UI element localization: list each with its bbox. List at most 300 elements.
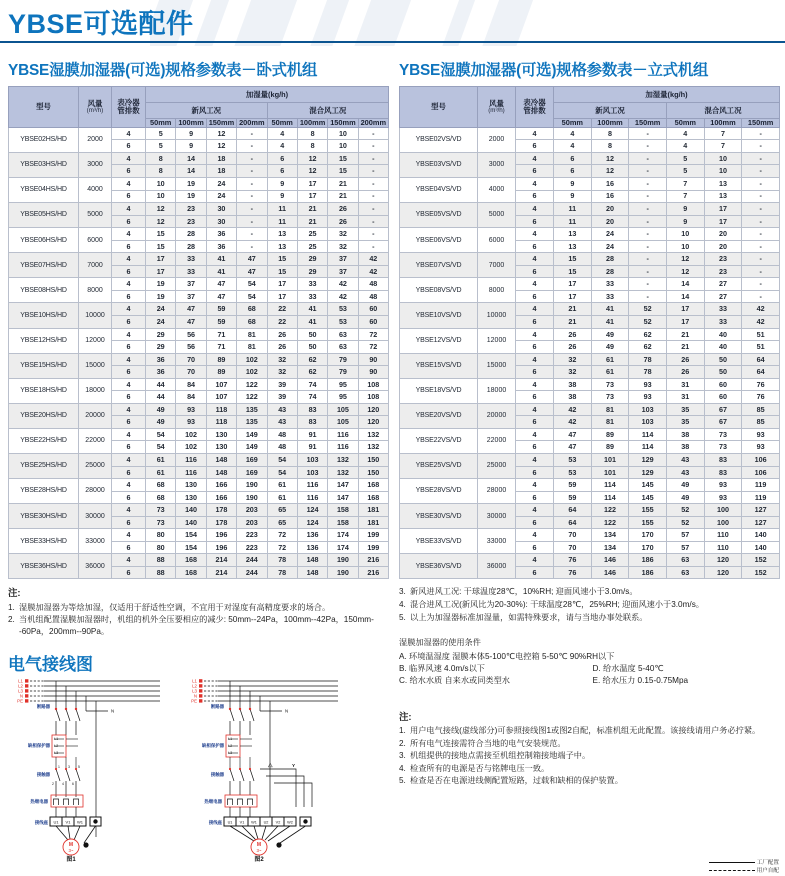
cell-fresh-air: 41 [206, 265, 236, 278]
table-row [9, 403, 389, 416]
cell-mixed-air: 51 [742, 328, 780, 341]
cell-mixed-air: 9 [267, 190, 297, 203]
cell-model: YBSE06VS/VD [400, 228, 478, 253]
cell-mixed-air: 15 [267, 265, 297, 278]
cell-coil-rows: 4 [516, 303, 554, 316]
cell-mixed-air: 8 [297, 127, 327, 140]
cell-fresh-air: 103 [629, 403, 667, 416]
cell-fresh-air: 16 [591, 177, 629, 190]
supply-label-l3: L3 [18, 688, 23, 694]
cell-mixed-air: 120 [704, 554, 742, 567]
note-text: 所有电气连接需符合当地的电气安装规范。 [410, 738, 566, 748]
cell-airflow: 28000 [79, 479, 112, 504]
cell-mixed-air: 105 [328, 416, 358, 429]
cell-mixed-air: 140 [742, 529, 780, 542]
dashed-line-icon [709, 870, 755, 871]
cell-mixed-air: - [358, 215, 388, 228]
cell-airflow: 30000 [79, 504, 112, 529]
table-row [400, 428, 780, 441]
diagram-legend [709, 858, 779, 874]
cell-mixed-air: 35 [666, 416, 704, 429]
cell-mixed-air: 10 [666, 240, 704, 253]
cell-mixed-air: - [358, 228, 388, 241]
cell-mixed-air: 43 [666, 466, 704, 479]
cell-fresh-air: 56 [176, 328, 206, 341]
cell-fresh-air: - [629, 253, 667, 266]
cell-fresh-air: 107 [206, 391, 236, 404]
cell-mixed-air: 93 [742, 428, 780, 441]
cell-mixed-air: 150 [358, 453, 388, 466]
cell-coil-rows: 6 [516, 416, 554, 429]
cell-fresh-air: 52 [629, 303, 667, 316]
cell-mixed-air: 39 [267, 378, 297, 391]
cell-fresh-air: 170 [629, 529, 667, 542]
cell-mixed-air: 21 [297, 215, 327, 228]
cell-mixed-air: 20 [704, 240, 742, 253]
cell-fresh-air: 32 [554, 353, 592, 366]
content-columns [0, 46, 785, 872]
cell-mixed-air: 105 [328, 403, 358, 416]
cell-mixed-air: 22 [267, 315, 297, 328]
cell-fresh-air: 102 [176, 428, 206, 441]
cell-fresh-air: 107 [206, 378, 236, 391]
cell-mixed-air: 76 [742, 378, 780, 391]
cell-mixed-air: 17 [297, 190, 327, 203]
usage-item: B. 临界风速 4.0m/s以下 [399, 663, 485, 673]
contactor-b6: 6 [72, 781, 74, 786]
cell-fresh-air: - [237, 203, 267, 216]
cell-fresh-air: 130 [206, 441, 236, 454]
svg-text:M: M [68, 841, 74, 848]
cell-airflow: 33000 [79, 529, 112, 554]
svg-text:热继电器: 热继电器 [204, 798, 222, 804]
cell-coil-rows: 6 [112, 566, 146, 579]
cell-fresh-air: 14 [176, 152, 206, 165]
protector-l1: L1 [54, 736, 59, 741]
cell-mixed-air: 50 [704, 353, 742, 366]
cell-fresh-air: 17 [554, 290, 592, 303]
cell-mixed-air: 26 [267, 328, 297, 341]
cell-fresh-air: 56 [176, 341, 206, 354]
cell-fresh-air: 6 [554, 165, 592, 178]
cell-mixed-air: 31 [666, 378, 704, 391]
cell-fresh-air: 28 [591, 265, 629, 278]
cell-fresh-air: 84 [176, 378, 206, 391]
cell-fresh-air: 73 [146, 516, 176, 529]
svg-text:3~: 3~ [68, 847, 74, 853]
cell-model: YBSE12HS/HD [9, 328, 79, 353]
cell-fresh-air: 61 [591, 366, 629, 379]
cell-fresh-air: 62 [629, 341, 667, 354]
cell-mixed-air: 29 [297, 265, 327, 278]
cell-mixed-air: 61 [267, 491, 297, 504]
cell-mixed-air: 48 [267, 441, 297, 454]
left-notes [8, 586, 389, 637]
cell-fresh-air: 169 [237, 453, 267, 466]
cell-fresh-air: 130 [206, 428, 236, 441]
cell-fresh-air: 12 [206, 127, 236, 140]
cell-fresh-air: 15 [146, 240, 176, 253]
cell-mixed-air: 124 [297, 504, 327, 517]
cell-coil-rows: 6 [112, 290, 146, 303]
cell-fresh-air: 186 [629, 566, 667, 579]
cell-coil-rows: 4 [112, 403, 146, 416]
cell-fresh-air: 178 [206, 504, 236, 517]
cell-coil-rows: 4 [112, 353, 146, 366]
cell-mixed-air: 127 [742, 516, 780, 529]
cell-mixed-air: 63 [666, 566, 704, 579]
supply-label-l2: L2 [18, 683, 23, 689]
cell-mixed-air: 61 [267, 479, 297, 492]
figure-1-caption: 图1 [66, 856, 76, 863]
cell-mixed-air: - [742, 240, 780, 253]
cell-model: YBSE30VS/VD [400, 504, 478, 529]
cell-fresh-air: 89 [591, 441, 629, 454]
cell-fresh-air: 73 [146, 504, 176, 517]
cell-fresh-air: 59 [206, 315, 236, 328]
cell-mixed-air: 120 [704, 566, 742, 579]
cell-mixed-air: 4 [666, 140, 704, 153]
cell-fresh-air: 15 [146, 228, 176, 241]
svg-text:接触器: 接触器 [210, 771, 224, 777]
cell-mixed-air: - [358, 140, 388, 153]
cell-fresh-air: 81 [591, 403, 629, 416]
cell-mixed-air: - [742, 290, 780, 303]
cell-fresh-air: 68 [146, 479, 176, 492]
cell-mixed-air: 42 [328, 290, 358, 303]
table-row [9, 504, 389, 517]
cell-fresh-air: 33 [591, 290, 629, 303]
note-text: 当机组配置湿膜加湿器时，机组的机外全压要相应的减少: 50mm--24Pa，100mm--42Pa，150mm--60Pa，200mm--90Pa。 [19, 615, 374, 637]
cell-model: YBSE33VS/VD [400, 529, 478, 554]
table-header [9, 87, 389, 128]
cell-fresh-air: 54 [146, 428, 176, 441]
cell-fresh-air: 29 [146, 328, 176, 341]
row-label-breaker: 断路器 [36, 703, 50, 709]
cell-coil-rows: 4 [112, 378, 146, 391]
cell-fresh-air: 24 [146, 303, 176, 316]
cell-airflow: 6000 [79, 228, 112, 253]
cell-mixed-air: 116 [328, 428, 358, 441]
cell-coil-rows: 4 [112, 253, 146, 266]
row-label-protector: 缺相保护器 [28, 742, 50, 748]
note-number: 3. [399, 587, 406, 597]
cell-mixed-air: 4 [267, 127, 297, 140]
cell-fresh-air: 134 [591, 541, 629, 554]
cell-mixed-air: 17 [704, 203, 742, 216]
cell-fresh-air: 36 [146, 353, 176, 366]
cell-mixed-air: 110 [704, 529, 742, 542]
cell-model: YBSE25VS/VD [400, 453, 478, 478]
cell-fresh-air: 78 [629, 366, 667, 379]
cell-fresh-air: 47 [237, 265, 267, 278]
note-text: 用户电气接线(虚线部分)可参照接线图1或图2自配，标准机组无此配置。该接线请用户务必拧紧。 [410, 725, 761, 735]
cell-fresh-air: 36 [206, 228, 236, 241]
th-airflow: 风量 (m³/h) [79, 87, 112, 128]
cell-fresh-air: 9 [554, 177, 592, 190]
cell-airflow: 36000 [79, 554, 112, 579]
cell-fresh-air: 28 [591, 253, 629, 266]
cell-mixed-air: 100 [704, 504, 742, 517]
cell-mixed-air: 7 [666, 177, 704, 190]
cell-mixed-air: 106 [742, 453, 780, 466]
cell-mixed-air: 93 [704, 479, 742, 492]
cell-mixed-air: 106 [742, 466, 780, 479]
cell-coil-rows: 6 [112, 466, 146, 479]
note-item [8, 602, 389, 614]
cell-model: YBSE03HS/HD [9, 152, 79, 177]
row-label-contactor: 接触器 [36, 771, 50, 777]
cell-model: YBSE25HS/HD [9, 453, 79, 478]
terminal-block-fig2 [224, 817, 311, 826]
cell-mixed-air: 48 [358, 290, 388, 303]
cell-fresh-air: 68 [237, 315, 267, 328]
cell-fresh-air: 122 [591, 516, 629, 529]
cell-fresh-air: 190 [237, 491, 267, 504]
cell-mixed-air: 6 [267, 165, 297, 178]
cell-mixed-air: 10 [328, 140, 358, 153]
cell-fresh-air: 129 [629, 466, 667, 479]
cell-coil-rows: 4 [516, 328, 554, 341]
cell-airflow: 2000 [79, 127, 112, 152]
cell-coil-rows: 6 [112, 265, 146, 278]
th-fresh-150: 150mm [206, 119, 236, 128]
cell-fresh-air: 54 [237, 290, 267, 303]
cell-fresh-air: 8 [591, 127, 629, 140]
th-coil-rows: 表冷器 管排数 [112, 87, 146, 128]
table-row [9, 152, 389, 165]
cell-fresh-air: 20 [591, 203, 629, 216]
cell-mixed-air: - [358, 240, 388, 253]
right-notes [399, 586, 780, 623]
cell-fresh-air: 41 [591, 303, 629, 316]
cell-fresh-air: 53 [554, 453, 592, 466]
svg-text:W2: W2 [287, 820, 293, 825]
cell-mixed-air: 17 [704, 215, 742, 228]
cell-fresh-air: 16 [591, 190, 629, 203]
cell-coil-rows: 4 [112, 203, 146, 216]
cell-coil-rows: 4 [516, 127, 554, 140]
cell-model: YBSE20VS/VD [400, 403, 478, 428]
table-row [400, 303, 780, 316]
supply-label-n: N [19, 693, 23, 699]
wiring-notes-label: 注: [399, 710, 412, 722]
svg-text:W1: W1 [77, 819, 83, 825]
cell-fresh-air: 168 [176, 554, 206, 567]
cell-model: YBSE05VS/VD [400, 203, 478, 228]
cell-mixed-air: 21 [328, 190, 358, 203]
contactor-b4: 4 [62, 781, 64, 786]
cell-fresh-air: 37 [176, 278, 206, 291]
svg-text:N: N [193, 693, 197, 699]
cell-fresh-air: 30 [206, 203, 236, 216]
cell-fresh-air: 70 [176, 353, 206, 366]
table-row [9, 177, 389, 190]
cell-mixed-air: 60 [358, 303, 388, 316]
cell-fresh-air: 21 [554, 303, 592, 316]
cell-fresh-air: - [629, 203, 667, 216]
usage-item: A. 环境温湿度 湿膜本体5-100℃电控箱 5-50℃ 90%RH以下 [399, 651, 615, 661]
cell-mixed-air: 91 [297, 441, 327, 454]
table-row [400, 253, 780, 266]
cell-fresh-air: 11 [554, 215, 592, 228]
cell-mixed-air: - [742, 228, 780, 241]
svg-text:PE: PE [191, 698, 197, 704]
cell-coil-rows: 4 [516, 278, 554, 291]
cell-coil-rows: 6 [516, 391, 554, 404]
cell-mixed-air: 190 [328, 566, 358, 579]
table-row [9, 228, 389, 241]
cell-fresh-air: 61 [146, 453, 176, 466]
cell-fresh-air: 70 [554, 529, 592, 542]
cell-fresh-air: 70 [176, 366, 206, 379]
cell-fresh-air: 5 [146, 127, 176, 140]
svg-text:M: M [256, 841, 262, 848]
note-number: 3. [399, 751, 406, 761]
legend-user-row [709, 866, 779, 874]
cell-airflow: 22000 [478, 428, 516, 453]
cell-mixed-air: 181 [358, 504, 388, 517]
cell-airflow: 3000 [478, 152, 516, 177]
cell-coil-rows: 6 [516, 165, 554, 178]
cell-mixed-air: 12 [666, 265, 704, 278]
cell-mixed-air: 26 [328, 203, 358, 216]
cell-fresh-air: 166 [206, 491, 236, 504]
cell-mixed-air: 78 [267, 554, 297, 567]
cell-mixed-air: 76 [742, 391, 780, 404]
cell-fresh-air: 190 [237, 479, 267, 492]
cell-mixed-air: 103 [297, 453, 327, 466]
table-row [9, 253, 389, 266]
cell-coil-rows: 4 [516, 529, 554, 542]
figure-2-group [191, 678, 338, 863]
cell-fresh-air: 49 [146, 416, 176, 429]
cell-coil-rows: 6 [112, 541, 146, 554]
cell-mixed-air: 33 [704, 303, 742, 316]
cell-mixed-air: 13 [267, 240, 297, 253]
page-title: YBSE可选配件 [8, 9, 194, 39]
cell-coil-rows: 6 [112, 215, 146, 228]
cell-fresh-air: 17 [146, 253, 176, 266]
cell-mixed-air: 152 [742, 566, 780, 579]
note-item [399, 586, 780, 598]
delta-label: △ [268, 762, 273, 768]
table-row [400, 177, 780, 190]
cell-mixed-air: 32 [328, 228, 358, 241]
cell-airflow: 7000 [79, 253, 112, 278]
cell-fresh-air: 12 [146, 215, 176, 228]
cell-fresh-air: 54 [237, 278, 267, 291]
th-mixed-100: 100mm [704, 119, 742, 128]
cell-fresh-air: 68 [146, 491, 176, 504]
cell-fresh-air: - [237, 215, 267, 228]
cell-coil-rows: 4 [112, 177, 146, 190]
cell-fresh-air: 13 [554, 240, 592, 253]
cell-airflow: 4000 [79, 177, 112, 202]
th-mixed-150: 150mm [328, 119, 358, 128]
cell-fresh-air: 203 [237, 504, 267, 517]
cell-mixed-air: 32 [328, 240, 358, 253]
notes-label: 注: [8, 587, 21, 599]
cell-fresh-air: 17 [146, 265, 176, 278]
cell-mixed-air: 95 [328, 378, 358, 391]
cell-fresh-air: 93 [629, 378, 667, 391]
svg-text:U1: U1 [227, 820, 233, 825]
cell-fresh-air: 19 [146, 278, 176, 291]
cell-mixed-air: 54 [267, 453, 297, 466]
cell-mixed-air: 85 [742, 416, 780, 429]
cell-mixed-air: 23 [704, 253, 742, 266]
cell-coil-rows: 6 [516, 516, 554, 529]
th-model: 型号 [9, 87, 79, 128]
cell-mixed-air: 9 [666, 215, 704, 228]
cell-mixed-air: 79 [328, 366, 358, 379]
cell-fresh-air: 76 [554, 566, 592, 579]
cell-mixed-air: 53 [328, 303, 358, 316]
cell-fresh-air: 116 [176, 466, 206, 479]
cell-model: YBSE07VS/VD [400, 253, 478, 278]
cell-mixed-air: 67 [704, 416, 742, 429]
cell-airflow: 12000 [478, 328, 516, 353]
cell-fresh-air: 64 [554, 504, 592, 517]
table-row [9, 353, 389, 366]
cell-fresh-air: 81 [237, 341, 267, 354]
cell-mixed-air: 52 [666, 516, 704, 529]
cell-fresh-air: 12 [146, 203, 176, 216]
cell-fresh-air: 166 [206, 479, 236, 492]
cell-coil-rows: 4 [516, 428, 554, 441]
cell-fresh-air: - [629, 165, 667, 178]
cell-model: YBSE12VS/VD [400, 328, 478, 353]
table-row [400, 529, 780, 542]
cell-mixed-air: 199 [358, 529, 388, 542]
cell-fresh-air: 140 [176, 504, 206, 517]
cell-mixed-air: 14 [666, 290, 704, 303]
cell-mixed-air: 78 [267, 566, 297, 579]
table-row [9, 328, 389, 341]
table-row [9, 453, 389, 466]
svg-text:U2: U2 [263, 820, 269, 825]
svg-text:L3: L3 [228, 750, 233, 755]
cell-mixed-air: 73 [704, 441, 742, 454]
cell-fresh-air: 24 [591, 240, 629, 253]
cell-fresh-air: 214 [206, 554, 236, 567]
usage-item: D. 给水温度 5-40℃ [592, 663, 664, 673]
cell-coil-rows: 4 [516, 378, 554, 391]
table-row [9, 428, 389, 441]
cell-fresh-air: - [629, 290, 667, 303]
cell-fresh-air: 24 [591, 228, 629, 241]
cell-model: YBSE15VS/VD [400, 353, 478, 378]
table-row [9, 479, 389, 492]
cell-fresh-air: 11 [554, 203, 592, 216]
cell-fresh-air: - [629, 190, 667, 203]
cell-fresh-air: 186 [629, 554, 667, 567]
th-mixed-150: 150mm [742, 119, 780, 128]
cell-mixed-air: 11 [267, 215, 297, 228]
cell-mixed-air: 17 [666, 303, 704, 316]
cell-mixed-air: 12 [297, 152, 327, 165]
cell-coil-rows: 4 [516, 554, 554, 567]
cell-model: YBSE10VS/VD [400, 303, 478, 328]
left-table-title: YBSE湿膜加湿器(可选)规格参数表－卧式机组 [8, 62, 318, 79]
cell-fresh-air: 130 [176, 491, 206, 504]
cell-model: YBSE02HS/HD [9, 127, 79, 152]
table-body [400, 127, 780, 579]
row-label-thermal-relay: 热继电器 [30, 798, 48, 804]
note-number: 2. [8, 615, 15, 625]
cell-mixed-air: 60 [358, 315, 388, 328]
